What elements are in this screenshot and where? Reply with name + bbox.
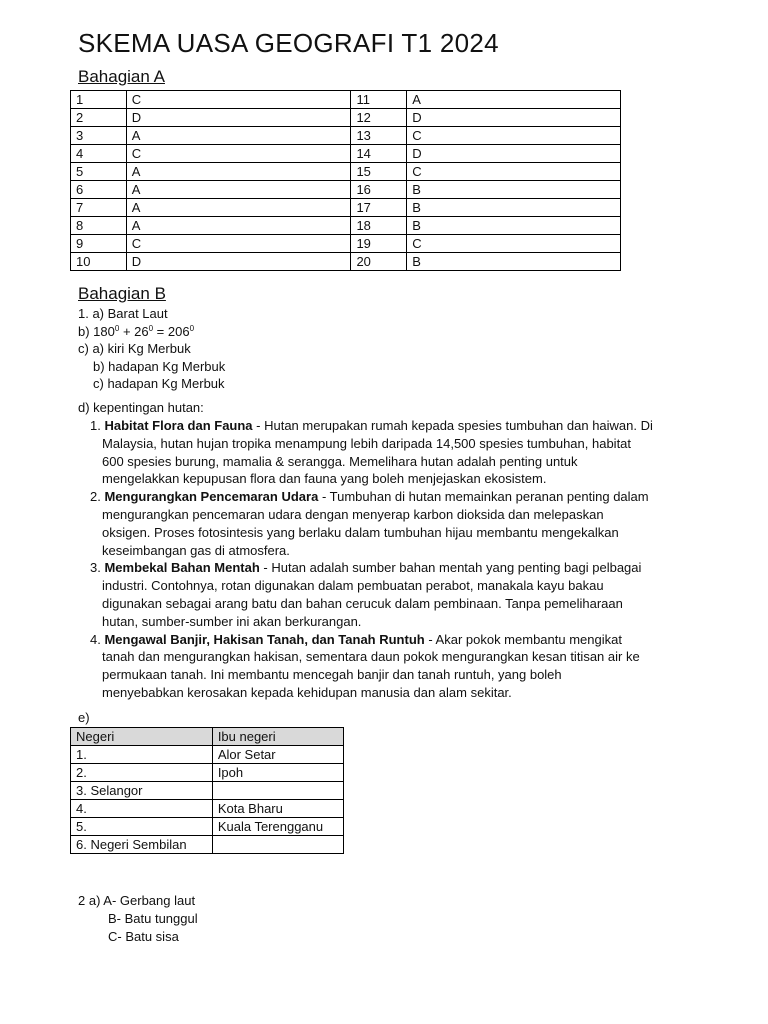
forest-importance-list: [90, 417, 710, 702]
item-text-line: menyebabkan kerosakan kepada kehidupan manusia dan alam sekitar.: [102, 684, 512, 700]
item-text-line: mengurangkan pencemaran udara dengan menyerap karbon dioksida dan melepaskan: [102, 506, 604, 522]
question-number: 4: [71, 145, 127, 163]
capital-cell: Kota Bharu: [212, 800, 343, 818]
answer-letter: B: [407, 199, 621, 217]
question-number: 14: [351, 145, 407, 163]
item-text-line: tanah dan mengurangkan hakisan, sementara daun pokok mengurangkan kesan titisan air ke: [102, 649, 640, 665]
q1d-label: d) kepentingan hutan:: [78, 400, 204, 415]
answer-letter: C: [407, 235, 621, 253]
q1c-answer-b: b) hadapan Kg Merbuk: [93, 358, 226, 374]
item-text: - Hutan adalah sumber bahan mentah yang penting bagi pelbagai: [259, 560, 642, 576]
question-1-answers: [78, 305, 225, 393]
item-number: 2.: [90, 489, 101, 505]
capital-cell: Kuala Terengganu: [212, 818, 343, 836]
q2a-answer-b: B- Batu tunggul: [108, 910, 198, 926]
question-number: 3: [71, 127, 127, 145]
answer-row: [71, 217, 621, 235]
answer-letter: B: [407, 181, 621, 199]
question-number: 8: [71, 217, 127, 235]
q1a-answer: 1. a) Barat Laut: [78, 306, 168, 321]
answer-letter: D: [126, 109, 351, 127]
question-number: 20: [351, 253, 407, 271]
answer-letter: B: [407, 253, 621, 271]
item-text-line: mengelakkan kepupusan flora dan fauna yang boleh menjejaskan ekosistem.: [102, 471, 547, 487]
item-text-line: industri. Contohnya, rotan digunakan dalam pembuatan perabot, manakala kayu bakau: [102, 578, 604, 594]
answer-letter: D: [407, 109, 621, 127]
question-number: 17: [351, 199, 407, 217]
state-table-header: [71, 728, 344, 746]
section-a-heading: Bahagian A: [78, 67, 165, 86]
answer-table-section-a: [70, 90, 621, 271]
capital-cell: [212, 836, 343, 854]
answer-row: [71, 253, 621, 271]
forest-importance-item: [90, 488, 710, 559]
answer-letter: C: [126, 91, 351, 109]
header-ibu-negeri: Ibu negeri: [212, 728, 343, 746]
section-b-heading: Bahagian B: [78, 284, 166, 303]
question-number: 18: [351, 217, 407, 235]
state-row: [71, 818, 344, 836]
question-number: 15: [351, 163, 407, 181]
state-cell: 3. Selangor: [71, 782, 213, 800]
capital-cell: Ipoh: [212, 764, 343, 782]
answer-row: [71, 163, 621, 181]
state-row: [71, 782, 344, 800]
state-cell: 4.: [71, 800, 213, 818]
item-text-line: oksigen. Proses fotosintesis yang berlaku dalam tumbuhan hijau membantu mengekalkan: [102, 524, 619, 540]
answer-letter: A: [126, 181, 351, 199]
capital-cell: Alor Setar: [212, 746, 343, 764]
question-2-answers: [78, 892, 198, 946]
answer-letter: C: [126, 235, 351, 253]
page-title: SKEMA UASA GEOGRAFI T1 2024: [78, 28, 499, 58]
answer-letter: C: [407, 127, 621, 145]
answer-letter: D: [407, 145, 621, 163]
question-number: 2: [71, 109, 127, 127]
item-text: - Akar pokok membantu mengikat: [424, 631, 622, 647]
header-negeri: Negeri: [71, 728, 213, 746]
question-number: 12: [351, 109, 407, 127]
answer-letter: A: [126, 217, 351, 235]
state-capital-table: [70, 727, 344, 854]
item-text-line: 600 spesies burung, mamalia & serangga. Memelihara hutan adalah penting untuk: [102, 453, 578, 469]
item-number: 3.: [90, 560, 101, 576]
item-number: 4.: [90, 631, 101, 647]
answer-row: [71, 91, 621, 109]
question-number: 7: [71, 199, 127, 217]
question-number: 11: [351, 91, 407, 109]
state-cell: 5.: [71, 818, 213, 836]
q1c-answer-a: c) a) kiri Kg Merbuk: [78, 341, 191, 357]
question-number: 10: [71, 253, 127, 271]
q1c-answer-c: c) hadapan Kg Merbuk: [93, 376, 225, 392]
answer-letter: A: [126, 163, 351, 181]
question-number: 1: [71, 91, 127, 109]
answer-row: [71, 109, 621, 127]
question-number: 13: [351, 127, 407, 145]
answer-letter: A: [407, 91, 621, 109]
answer-letter: C: [407, 163, 621, 181]
answer-letter: A: [126, 127, 351, 145]
item-text-line: digunakan sebagai arang batu dan bahan cerucuk dalam pembinaan. Tanpa pemeliharaan: [102, 595, 623, 611]
item-heading: Mengurangkan Pencemaran Udara: [104, 489, 319, 505]
answer-row: [71, 127, 621, 145]
answer-letter: A: [126, 199, 351, 217]
state-cell: 2.: [71, 764, 213, 782]
question-number: 16: [351, 181, 407, 199]
forest-importance-item: [90, 417, 710, 488]
answer-row: [71, 145, 621, 163]
state-row: [71, 746, 344, 764]
state-cell: 6. Negeri Sembilan: [71, 836, 213, 854]
state-row: [71, 836, 344, 854]
q2a-answer-a: 2 a) A- Gerbang laut: [78, 893, 196, 908]
answer-row: [71, 199, 621, 217]
state-cell: 1.: [71, 746, 213, 764]
item-heading: Habitat Flora dan Fauna: [104, 418, 253, 433]
answer-letter: D: [126, 253, 351, 271]
question-number: 5: [71, 163, 127, 181]
question-number: 9: [71, 235, 127, 253]
item-heading: Mengawal Banjir, Hakisan Tanah, dan Tanah Runtuh: [104, 631, 425, 647]
answer-letter: B: [407, 217, 621, 235]
q2a-answer-c: C- Batu sisa: [108, 929, 179, 944]
item-text-line: permukaan tanah. Ini membantu mencegah banjir dan tanah runtuh, yang boleh: [102, 667, 562, 683]
capital-cell: [212, 782, 343, 800]
state-row: [71, 800, 344, 818]
item-text-line: hutan, sumber-sumber ini akan berkurangan.: [102, 613, 362, 629]
item-number: 1.: [90, 418, 101, 433]
forest-importance-item: [90, 631, 710, 702]
q1e-label: e): [78, 710, 90, 725]
forest-importance-item: [90, 559, 710, 630]
item-heading: Membekal Bahan Mentah: [104, 560, 260, 576]
item-text-line: keseimbangan gas di atmosfera.: [102, 542, 290, 558]
q1b-answer: b) $180^0 + 26^0 = 206^0$: [78, 323, 195, 339]
answer-row: [71, 181, 621, 199]
item-text: - Tumbuhan di hutan memainkan peranan penting dalam: [318, 489, 649, 505]
question-number: 6: [71, 181, 127, 199]
question-number: 19: [351, 235, 407, 253]
item-text: - Hutan merupakan rumah kepada spesies tumbuhan dan haiwan. Di: [252, 418, 653, 433]
answer-letter: C: [126, 145, 351, 163]
item-text-line: Malaysia, hutan hujan tropika menampung lebih daripada 14,500 spesies tumbuhan, habitat: [102, 435, 632, 451]
answer-row: [71, 235, 621, 253]
state-row: [71, 764, 344, 782]
